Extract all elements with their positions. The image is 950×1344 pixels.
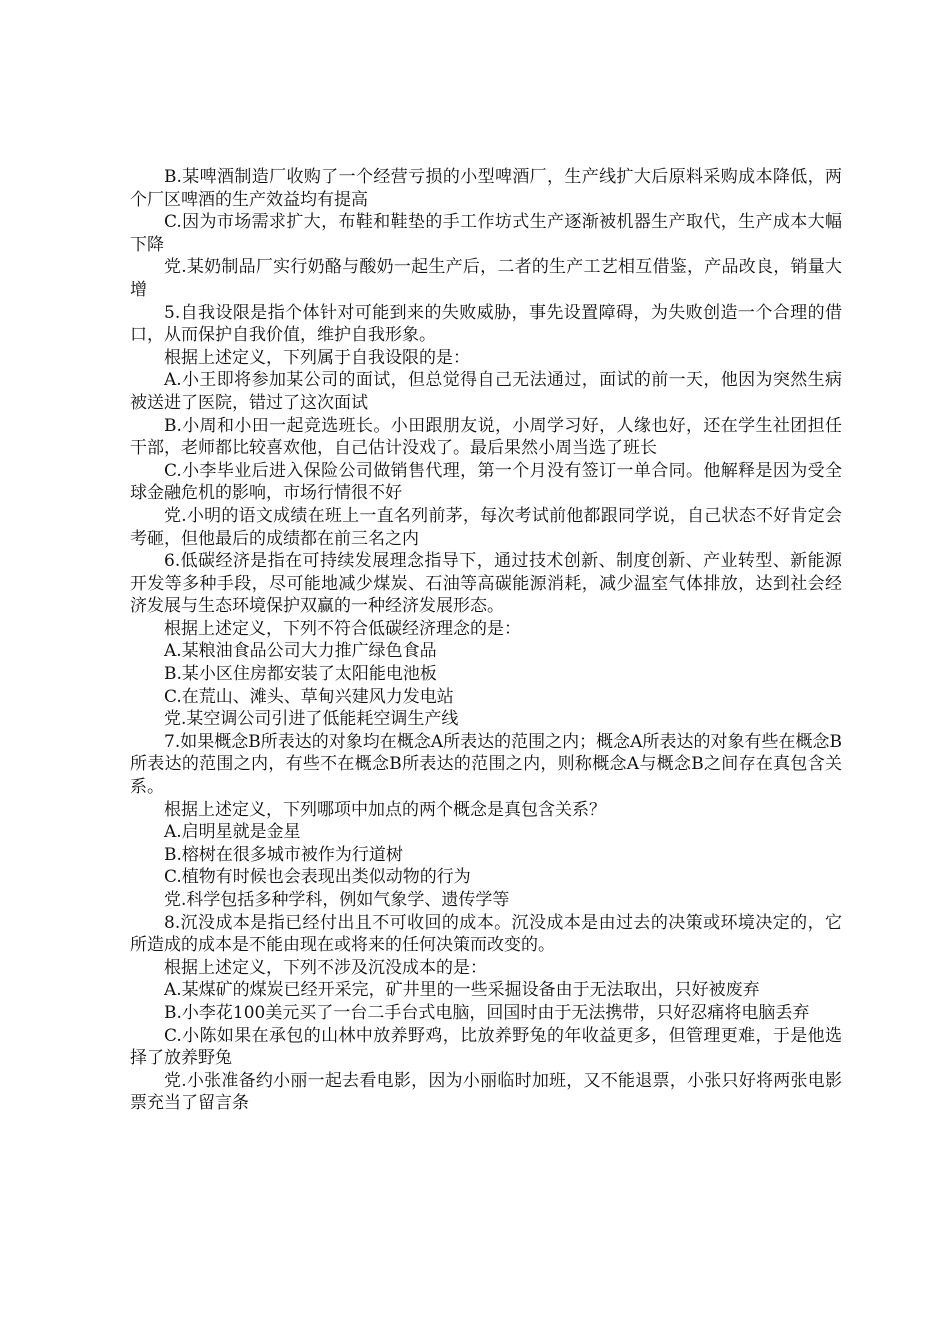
option-b-q6: B.某小区住房都安装了太阳能电池板 (164, 664, 437, 685)
option-b-q7: B.榕树在很多城市被作为行道树 (164, 844, 403, 865)
question-6-definition: 6.低碳经济是指在可持续发展理念指导下，通过技术创新、制度创新、产业转型、新能源开发等多种手段，尽可能地减少煤炭、石油等高碳能源消耗，减少温室气体排放，达到社会经济发展与生态环境保护双赢的一种经济发展形态。 (130, 551, 842, 617)
option-c-q5: C.小李毕业后进入保险公司做销售代理，第一个月没有签订一单合同。他解释是因为受全球金融危机的影响，市场行情很不好 (130, 460, 842, 504)
question-8-definition: 8.沉没成本是指已经付出且不可收回的成本。沉没成本是由过去的决策或环境决定的，它所造成的成本是不能由现在或将来的任何决策而改变的。 (130, 912, 842, 956)
option-c-q6: C.在荒山、滩头、草甸兴建风力发电站 (164, 686, 454, 707)
option-a-q6: A.某粮油食品公司大力推广绿色食品 (164, 641, 437, 662)
option-c-q4: C.因为市场需求扩大，布鞋和鞋垫的手工作坊式生产逐渐被机器生产取代，生产成本大幅下降 (130, 212, 842, 255)
option-a-q7: A.启明星就是金星 (164, 822, 301, 843)
option-b-q8: B.小李花100美元买了一台二手台式电脑，回国时由于无法携带，只好忍痛将电脑丢弃 (164, 1002, 810, 1023)
option-d-q6: 党.某空调公司引进了低能耗空调生产线 (164, 709, 459, 730)
option-b-q4: B.某啤酒制造厂收购了一个经营亏损的小型啤酒厂，生产线扩大后原料采购成本降低，两个厂区啤酒的生产效益均有提高 (130, 167, 842, 210)
document-body (130, 166, 842, 1115)
option-d-q8: 党.小张准备约小丽一起去看电影，因为小丽临时加班，又不能退票，小张只好将两张电影票充当了留言条 (130, 1070, 842, 1114)
option-a-q8: A.某煤矿的煤炭已经开采完，矿井里的一些采掘设备由于无法取出，只好被废弃 (164, 980, 760, 1001)
option-c-q8: C.小陈如果在承包的山林中放养野鸡，比放养野兔的年收益更多，但管理更难，于是他选择了放养野兔 (130, 1025, 842, 1069)
question-5-prompt: 根据上述定义，下列属于自我设限的是： (164, 347, 470, 368)
option-b-q5: B.小周和小田一起竞选班长。小田跟朋友说，小周学习好，人缘也好，还在学生社团担任干部，老师都比较喜欢他，自己估计没戏了。最后果然小周当选了班长 (130, 415, 842, 459)
question-5-definition: 5.自我设限是指个体针对可能到来的失败威胁，事先设置障碍，为失败创造一个合理的借口，从而保护自我价值，维护自我形象。 (130, 302, 842, 346)
option-c-q7: C.植物有时候也会表现出类似动物的行为 (164, 867, 471, 888)
question-8-prompt: 根据上述定义，下列不涉及沉没成本的是： (164, 957, 487, 978)
option-a-q5: A.小王即将参加某公司的面试，但总觉得自己无法通过，面试的前一天，他因为突然生病被送进了医院，错过了这次面试 (130, 370, 842, 413)
question-6-prompt: 根据上述定义，下列不符合低碳经济理念的是： (164, 618, 521, 639)
option-d-q7: 党.科学包括多种学科，例如气象学、遗传学等 (164, 890, 510, 910)
question-7-definition: 7.如果概念B所表达的对象均在概念A所表达的范围之内；概念A所表达的对象有些在概念B所表达的范围之内，有些不在概念B所表达的范围之内，则称概念A与概念B之间存在真包含关系。 (130, 731, 842, 798)
question-7-prompt: 根据上述定义，下列哪项中加点的两个概念是真包含关系？ (164, 799, 606, 820)
option-d-q4: 党.某奶制品厂实行奶酪与酸奶一起生产后，二者的生产工艺相互借鉴，产品改良，销量大增 (130, 257, 842, 300)
option-d-q5: 党.小明的语文成绩在班上一直名列前茅，每次考试前他都跟同学说，自己状态不好肯定会考砸，但他最后的成绩都在前三名之内 (130, 505, 842, 549)
